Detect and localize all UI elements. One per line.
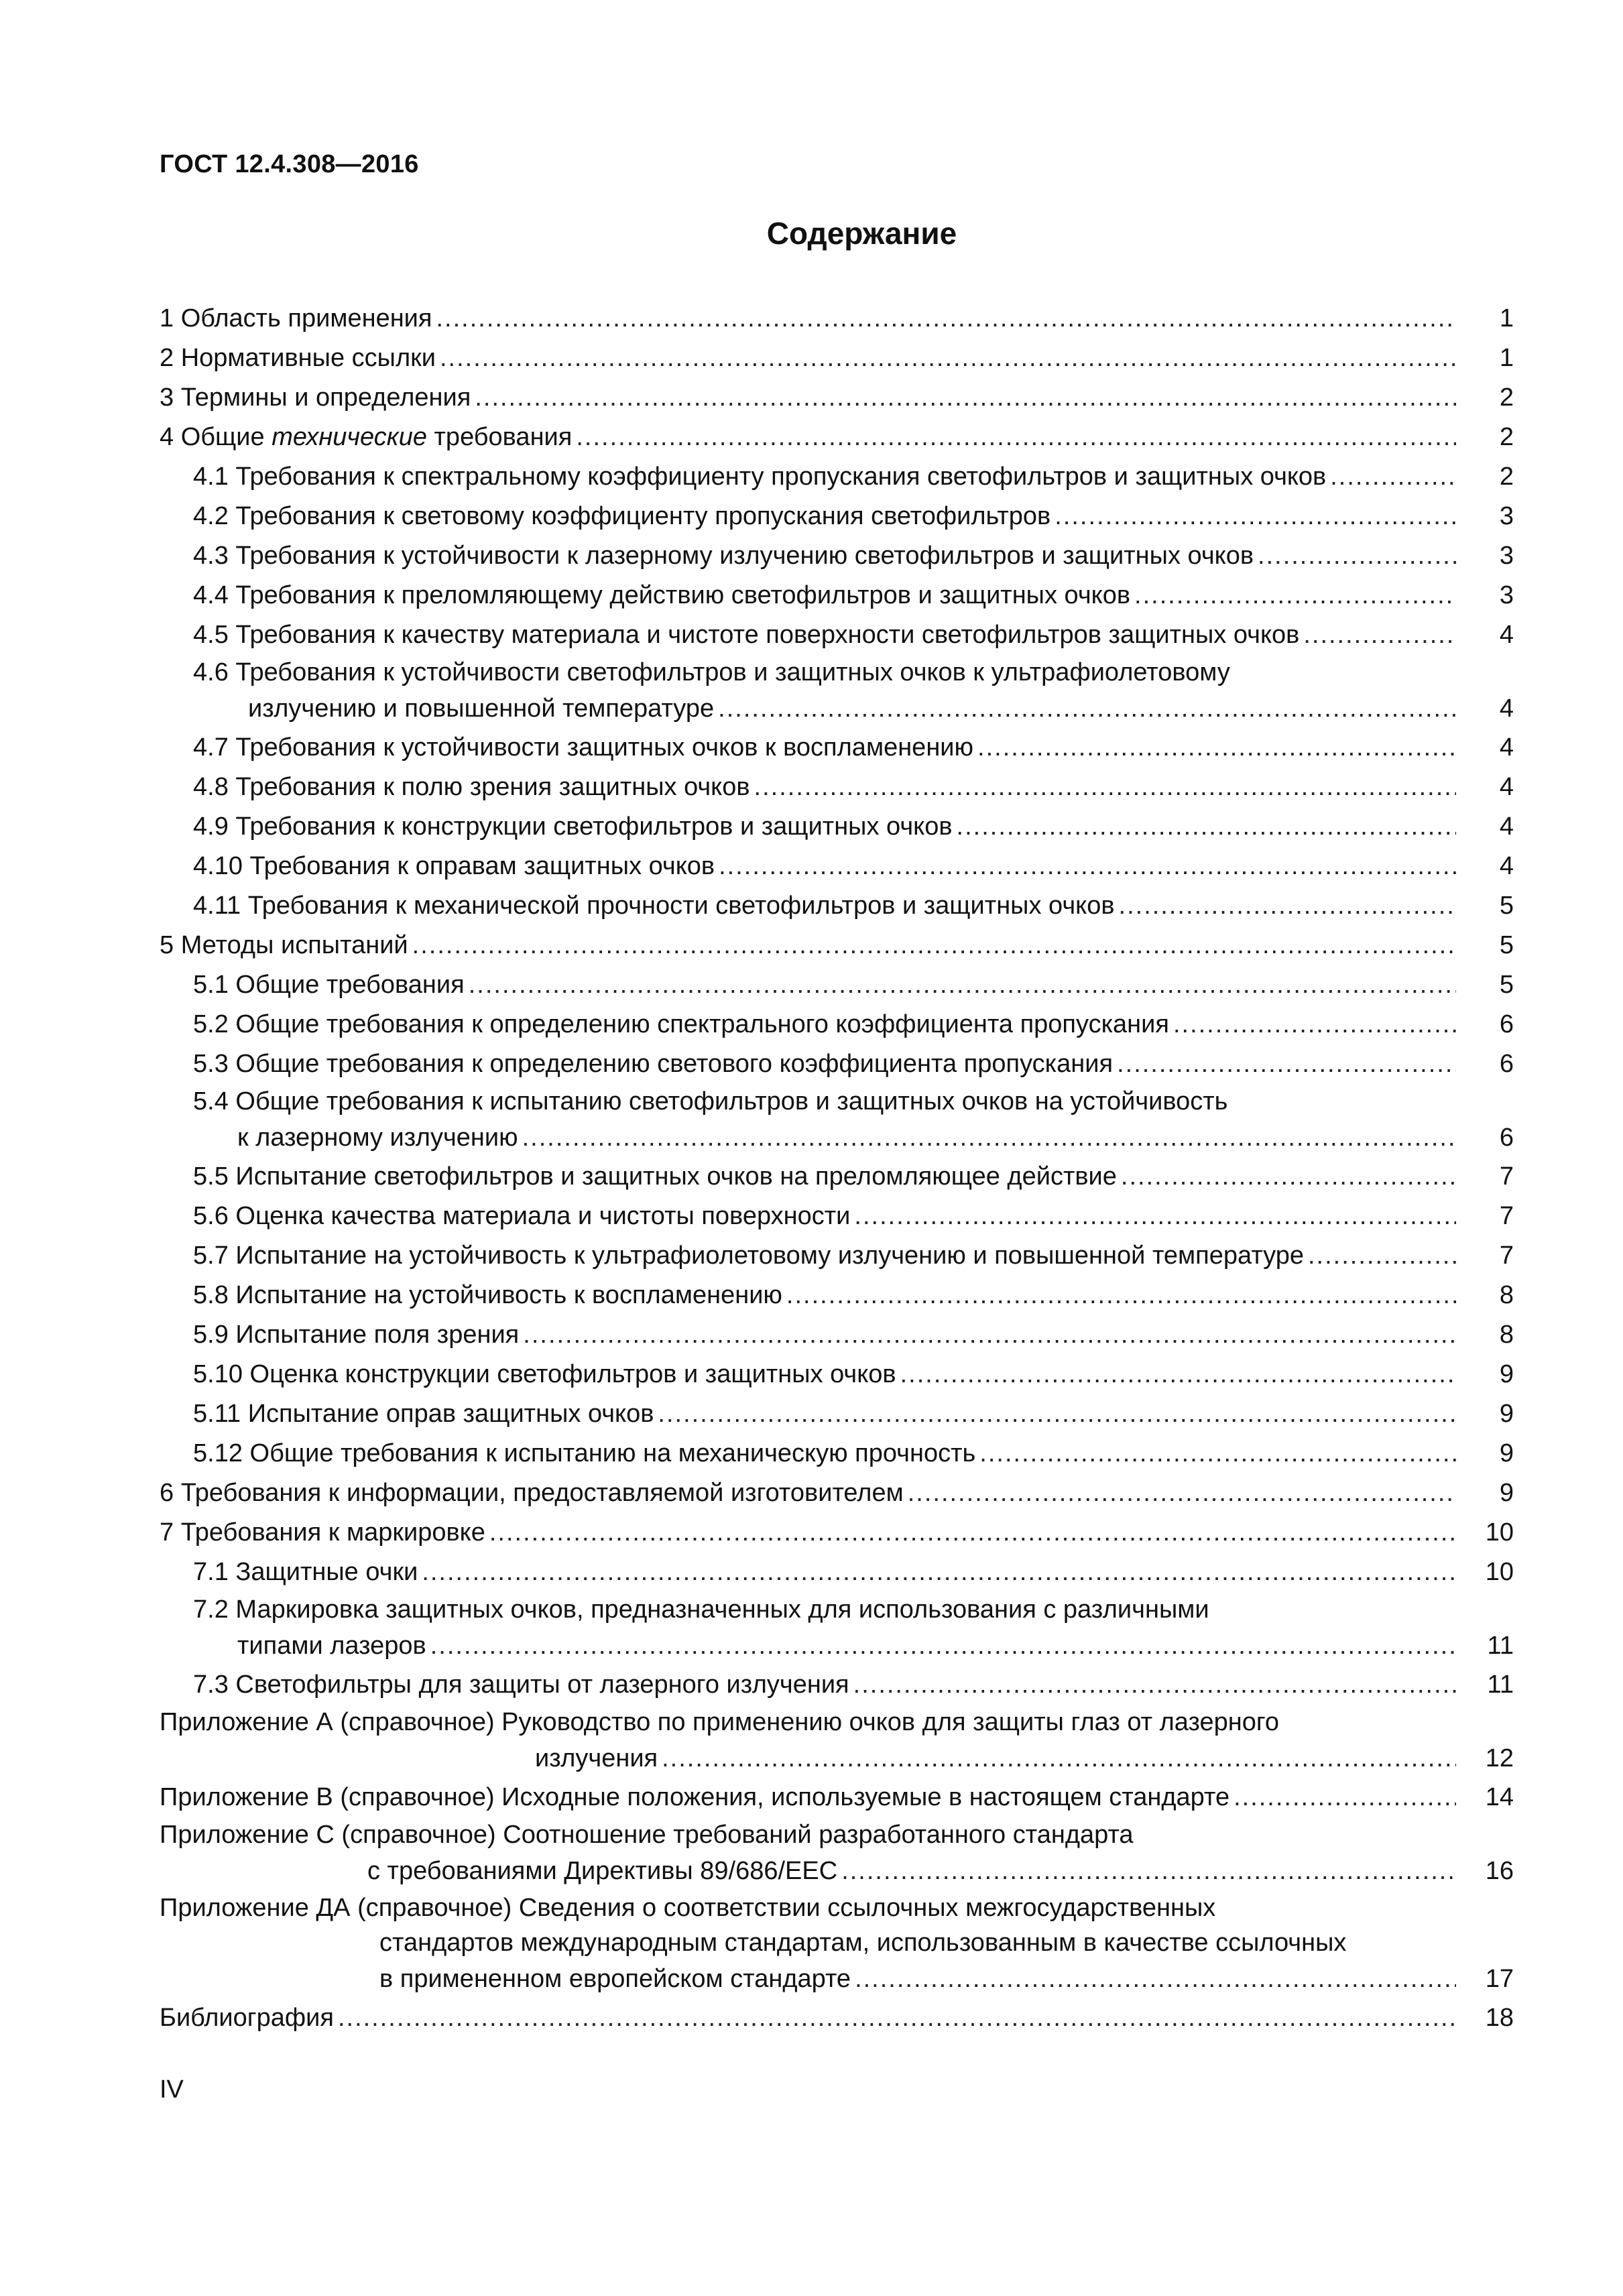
toc-page: 5	[1499, 931, 1514, 959]
leader-dots	[1303, 615, 1456, 655]
toc-page: 4	[1499, 621, 1514, 649]
toc-entry-5-9[interactable]	[160, 1315, 1514, 1355]
toc-text: 5.5 Испытание светофильтров и защитных очков на преломляющее действие	[193, 1157, 1121, 1197]
toc-page: 10	[1485, 1518, 1514, 1547]
toc-text: 5.8 Испытание на устойчивость к воспламенению	[193, 1276, 786, 1315]
leader-dots	[436, 299, 1457, 339]
toc-page: 4	[1499, 733, 1514, 762]
toc-entry-4-10[interactable]	[160, 847, 1514, 886]
leader-dots	[754, 768, 1456, 807]
toc-text: 5.12 Общие требования к испытанию на механическую прочность	[193, 1434, 979, 1473]
leader-dots	[662, 1740, 1456, 1778]
toc-text: 5.6 Оценка качества материала и чистоты поверхности	[193, 1197, 854, 1236]
toc-page: 7	[1499, 1202, 1514, 1230]
leader-dots	[1117, 1044, 1456, 1084]
leader-dots	[1121, 1157, 1456, 1197]
toc-text: Область применения	[180, 304, 432, 333]
leader-dots	[719, 847, 1456, 886]
page-title: Содержание	[766, 216, 957, 251]
toc-text: 4.11 Требования к механической прочности светофильтров и защитных очков	[193, 886, 1119, 926]
toc-text-continued: стандартов международным стандартам, использованным в качестве ссылочных	[379, 1929, 1347, 1957]
table-of-contents	[160, 299, 1514, 2038]
toc-entry-5-10[interactable]	[160, 1355, 1514, 1394]
toc-entry-7-1[interactable]	[160, 1553, 1514, 1592]
toc-text: Приложение В (справочное) Исходные положения, используемые в настоящем стандарте	[160, 1778, 1234, 1817]
toc-text: Общие технические требования	[180, 423, 573, 451]
document-id: ГОСТ 12.4.308—2016	[160, 150, 419, 178]
leader-dots	[855, 1960, 1456, 1998]
leader-dots	[489, 1513, 1456, 1553]
toc-page: 8	[1499, 1321, 1514, 1349]
toc-page: 18	[1485, 2004, 1514, 2032]
toc-number: 3	[160, 383, 174, 412]
toc-entry-4-4[interactable]	[160, 576, 1514, 615]
toc-text-continued: типами лазеров	[237, 1627, 430, 1665]
toc-entry-7[interactable]	[160, 1513, 1514, 1553]
toc-text: 7.3 Светофильтры для защиты от лазерного излучения	[193, 1665, 853, 1705]
toc-text: Приложение ДА (справочное) Сведения о соответствии ссылочных межгосударственных	[160, 1894, 1216, 1922]
toc-text: 4.2 Требования к световому коэффициенту пропускания светофильтров	[193, 497, 1055, 536]
leader-dots	[430, 1627, 1456, 1665]
toc-entry-4-11[interactable]	[160, 886, 1514, 926]
page-number: IV	[160, 2075, 184, 2104]
toc-page: 16	[1485, 1857, 1514, 1885]
toc-page: 1	[1499, 344, 1514, 372]
leader-dots	[576, 418, 1456, 457]
leader-dots	[422, 1553, 1456, 1592]
toc-entry-5-5[interactable]	[160, 1157, 1514, 1197]
toc-text: Термины и определения	[180, 383, 471, 412]
toc-entry-5-6[interactable]	[160, 1197, 1514, 1236]
toc-text: Нормативные ссылки	[180, 344, 436, 372]
toc-page: 2	[1499, 463, 1514, 491]
toc-page: 14	[1485, 1783, 1514, 1811]
leader-dots	[979, 1434, 1456, 1473]
leader-dots	[853, 1665, 1456, 1705]
leader-dots	[658, 1394, 1456, 1434]
toc-entry-7-2[interactable]	[160, 1592, 1514, 1665]
toc-entry-4-3[interactable]	[160, 536, 1514, 576]
toc-entry-5-8[interactable]	[160, 1276, 1514, 1315]
leader-dots	[977, 728, 1456, 768]
toc-page: 17	[1485, 1965, 1514, 1993]
toc-entry-2[interactable]	[160, 339, 1514, 378]
toc-page: 1	[1499, 304, 1514, 333]
leader-dots	[522, 1119, 1456, 1157]
toc-entry-3[interactable]	[160, 378, 1514, 418]
toc-page: 2	[1499, 423, 1514, 451]
leader-dots	[412, 926, 1456, 965]
toc-page: 5	[1499, 971, 1514, 999]
toc-entry-4-9[interactable]	[160, 807, 1514, 847]
toc-page: 9	[1499, 1360, 1514, 1388]
leader-dots	[1055, 497, 1456, 536]
toc-page: 6	[1499, 1124, 1514, 1152]
leader-dots	[1258, 536, 1456, 576]
toc-entry-6[interactable]	[160, 1473, 1514, 1513]
toc-page: 9	[1499, 1400, 1514, 1428]
leader-dots	[1234, 1778, 1456, 1817]
toc-text: 7.1 Защитные очки	[193, 1553, 422, 1592]
toc-entry-5-7[interactable]	[160, 1236, 1514, 1276]
toc-text: 5.7 Испытание на устойчивость к ультрафиолетовому излучению и повышенной температуре	[193, 1236, 1308, 1276]
toc-text: 4.5 Требования к качеству материала и чистоте поверхности светофильтров защитных очков	[193, 615, 1303, 655]
toc-entry-4[interactable]	[160, 418, 1514, 457]
toc-text: 5.1 Общие требования	[193, 965, 469, 1005]
toc-text: 5.3 Общие требования к определению светового коэффициента пропускания	[193, 1044, 1117, 1084]
toc-entry-appendix-a[interactable]	[160, 1705, 1514, 1778]
leader-dots	[440, 339, 1456, 378]
leader-dots	[908, 1473, 1456, 1513]
leader-dots	[718, 690, 1456, 728]
leader-dots	[338, 1998, 1456, 2038]
toc-text: 5.10 Оценка конструкции светофильтров и защитных очков	[193, 1355, 900, 1394]
toc-number: 6	[160, 1479, 174, 1507]
leader-dots	[854, 1197, 1456, 1236]
toc-text: 5.2 Общие требования к определению спектрального коэффициента пропускания	[193, 1005, 1173, 1044]
toc-text: 4.9 Требования к конструкции светофильтров и защитных очков	[193, 807, 957, 847]
toc-entry-5-11[interactable]	[160, 1394, 1514, 1434]
toc-number: 1	[160, 304, 174, 333]
toc-text: 4.10 Требования к оправам защитных очков	[193, 847, 719, 886]
leader-dots	[786, 1276, 1456, 1315]
toc-text: 4.7 Требования к устойчивости защитных очков к воспламенению	[193, 728, 977, 768]
toc-page: 5	[1499, 892, 1514, 920]
leader-dots	[475, 378, 1456, 418]
toc-page: 11	[1487, 1632, 1514, 1660]
toc-page: 7	[1499, 1242, 1514, 1270]
toc-text: 4.3 Требования к устойчивости к лазерному излучению светофильтров и защитных очков	[193, 536, 1258, 576]
toc-number: 2	[160, 344, 174, 372]
toc-text-continued: в примененном европейском стандарте	[379, 1960, 855, 1998]
toc-text: 4.6 Требования к устойчивости светофильтров и защитных очков к ультрафиолетовому	[193, 658, 1230, 686]
toc-page: 9	[1499, 1439, 1514, 1467]
toc-text: Требования к маркировке	[180, 1518, 485, 1547]
toc-page: 4	[1499, 773, 1514, 801]
toc-text: 4.8 Требования к полю зрения защитных очков	[193, 768, 754, 807]
toc-text-continued: излучению и повышенной температуре	[248, 690, 718, 728]
toc-text: 4.4 Требования к преломляющему действию светофильтров и защитных очков	[193, 576, 1134, 615]
toc-entry-4-6[interactable]	[160, 655, 1514, 728]
leader-dots	[900, 1355, 1456, 1394]
toc-entry-5-1[interactable]	[160, 965, 1514, 1005]
toc-entry-7-3[interactable]	[160, 1665, 1514, 1705]
toc-page: 3	[1499, 542, 1514, 570]
toc-entry-5-2[interactable]	[160, 1005, 1514, 1044]
leader-dots	[957, 807, 1456, 847]
toc-text: 5.9 Испытание поля зрения	[193, 1315, 523, 1355]
toc-number: 7	[160, 1518, 174, 1547]
toc-page: 6	[1499, 1010, 1514, 1038]
toc-page: 4	[1499, 852, 1514, 880]
leader-dots	[841, 1852, 1456, 1890]
toc-entry-appendix-c[interactable]	[160, 1817, 1514, 1890]
leader-dots	[1308, 1236, 1456, 1276]
toc-text: Приложение А (справочное) Руководство по применению очков для защиты глаз от лазерного	[160, 1708, 1280, 1736]
toc-text: 5.11 Испытание оправ защитных очков	[193, 1394, 658, 1434]
toc-page: 4	[1499, 694, 1514, 723]
toc-entry-4-7[interactable]	[160, 728, 1514, 768]
toc-entry-5-4[interactable]	[160, 1084, 1514, 1157]
toc-entry-4-8[interactable]	[160, 768, 1514, 807]
toc-entry-4-5[interactable]	[160, 615, 1514, 655]
leader-dots	[1134, 576, 1456, 615]
toc-entry-1[interactable]	[160, 299, 1514, 339]
toc-page: 3	[1499, 502, 1514, 530]
toc-entry-appendix-b[interactable]	[160, 1778, 1514, 1817]
toc-text-continued: с требованиями Директивы 89/686/ЕЕС	[367, 1852, 841, 1890]
toc-text-continued: к лазерному излучению	[237, 1119, 522, 1157]
toc-number: 4	[160, 423, 174, 451]
leader-dots	[1173, 1005, 1456, 1044]
toc-entry-5[interactable]	[160, 926, 1514, 965]
toc-text: 5.4 Общие требования к испытанию светофильтров и защитных очков на устойчивость	[193, 1087, 1228, 1115]
toc-page: 12	[1485, 1744, 1514, 1772]
toc-entry-bibliography[interactable]	[160, 1998, 1514, 2038]
toc-text: 7.2 Маркировка защитных очков, предназначенных для использования с различными	[193, 1595, 1209, 1624]
toc-page: 6	[1499, 1050, 1514, 1078]
toc-page: 10	[1485, 1558, 1514, 1586]
toc-entry-4-1[interactable]	[160, 457, 1514, 497]
toc-text: Библиография	[160, 1998, 338, 2038]
toc-entry-5-3[interactable]	[160, 1044, 1514, 1084]
toc-text: Приложение С (справочное) Соотношение требований разработанного стандарта	[160, 1821, 1134, 1849]
leader-dots	[523, 1315, 1456, 1355]
leader-dots	[469, 965, 1456, 1005]
toc-page: 3	[1499, 581, 1514, 609]
toc-page: 8	[1499, 1281, 1514, 1309]
toc-text: 4.1 Требования к спектральному коэффициенту пропускания светофильтров и защитных очков	[193, 457, 1330, 497]
leader-dots	[1330, 457, 1456, 497]
toc-entry-appendix-da[interactable]	[160, 1890, 1514, 1998]
leader-dots	[1119, 886, 1456, 926]
toc-page: 11	[1487, 1671, 1514, 1699]
toc-number: 5	[160, 931, 174, 959]
toc-text-continued: излучения	[535, 1740, 662, 1778]
toc-page: 9	[1499, 1479, 1514, 1507]
toc-page: 7	[1499, 1162, 1514, 1191]
toc-text: Требования к информации, предоставляемой изготовителем	[180, 1479, 904, 1507]
toc-page: 2	[1499, 383, 1514, 412]
toc-page: 4	[1499, 812, 1514, 841]
toc-entry-5-12[interactable]	[160, 1434, 1514, 1473]
toc-text: Методы испытаний	[180, 931, 408, 959]
toc-entry-4-2[interactable]	[160, 497, 1514, 536]
